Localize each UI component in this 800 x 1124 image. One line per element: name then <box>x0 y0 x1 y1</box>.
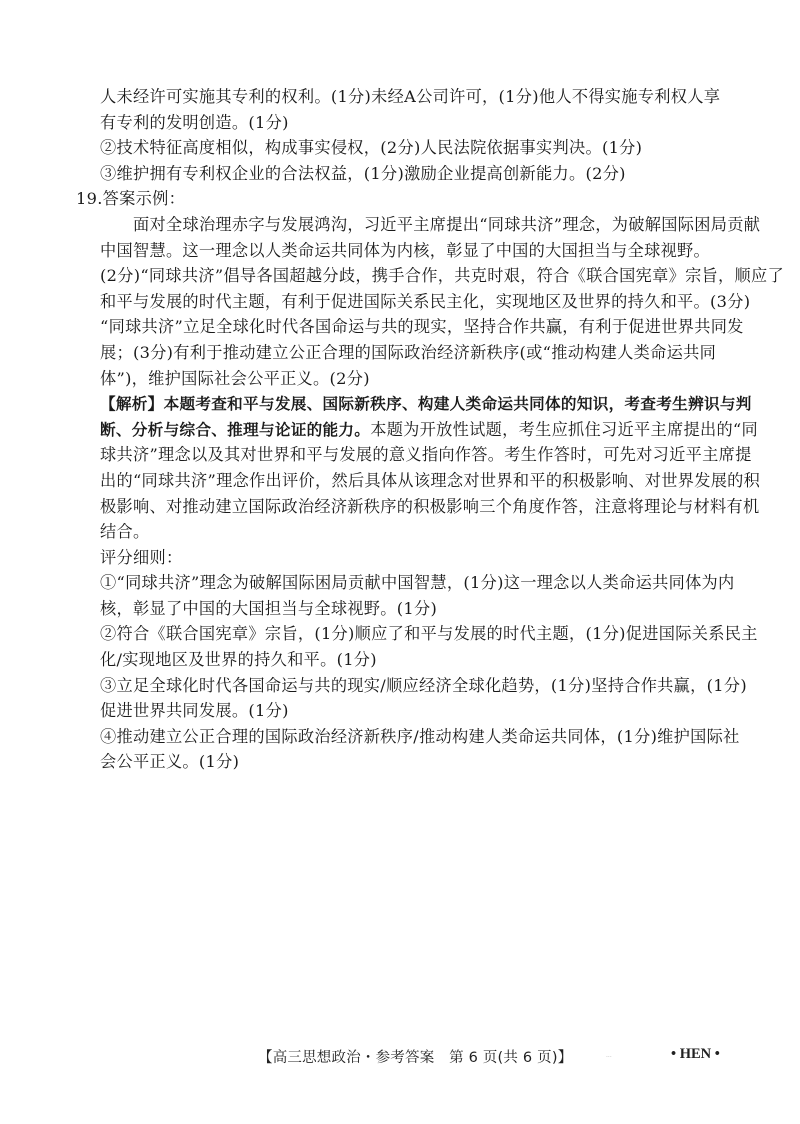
scoring-line: 化/实现地区及世界的持久和平。(1分) <box>100 650 377 670</box>
faint-mark: ... <box>606 1052 612 1059</box>
answer-line: (2分)“同球共济”倡导各国超越分歧，携手合作，共克时艰，符合《联合国宪章》宗旨，顺应了 <box>100 266 784 286</box>
analysis-text: 本题为开放性试题，考生应抓住习近平主席提出的“同 <box>370 419 758 439</box>
scoring-heading: 评分细则： <box>100 547 183 567</box>
analysis-line: 极影响、对推动建立国际政治经济新秩序的积极影响三个角度作答，注意将理论与材料有机 <box>100 496 760 516</box>
analysis-line: 出的“同球共济”理念作出评价，然后具体从该理念对世界和平的积极影响、对世界发展的积 <box>100 470 761 490</box>
scoring-line: 核，彰显了中国的大国担当与全球视野。(1分) <box>100 598 438 618</box>
analysis-line: 结合。 <box>100 522 150 542</box>
scoring-line: ③立足全球化时代各国命运与共的现实/顺应经济全球化趋势，(1分)坚持合作共赢，(1分) <box>100 675 747 695</box>
text-line: 人未经许可实施其专利的权利。(1分)未经A公司许可，(1分)他人不得实施专利权人享 <box>100 87 721 106</box>
answer-line: 体”)，维护国际社会公平正义。(2分) <box>100 368 370 388</box>
text-line: ②技术特征高度相似，构成事实侵权，(2分)人民法院依据事实判决。(1分) <box>100 138 643 158</box>
scoring-line: ①“同球共济”理念为破解国际困局贡献中国智慧，(1分)这一理念以人类命运共同体为内 <box>100 573 735 593</box>
question-19-heading <box>76 186 726 212</box>
answer-line: 面对全球治理赤字与发展鸿沟，习近平主席提出“同球共济”理念，为破解国际困局贡献 <box>133 214 761 234</box>
answer-line: 展；(3分)有利于推动建立公正合理的国际政治经济新秩序(或“推动构建人类命运共同 <box>100 342 717 362</box>
text-line: 有专利的发明创造。(1分) <box>100 112 289 132</box>
scoring-line: ④推动建立公正合理的国际政治经济新秩序/推动构建人类命运共同体，(1分)维护国际社 <box>100 726 740 746</box>
analysis-bold-text: 本题考查和平与发展、国际新秩序、构建人类命运共同体的知识，考查考生辨识与判 <box>163 395 752 414</box>
page-footer-code: • HEN • <box>671 1046 720 1062</box>
page-footer-title: 【高三思想政治・参考答案 第 6 页(共 6 页)】 <box>258 1050 573 1066</box>
question-number: 19. <box>76 189 103 209</box>
answer-line: 中国智慧。这一理念以人类命运共同体为内核，彰显了中国的大国担当与全球视野。 <box>100 240 711 260</box>
page-content <box>76 84 784 775</box>
analysis-line <box>100 417 758 443</box>
text-line: ③维护拥有专利权企业的合法权益，(1分)激励企业提高创新能力。(2分) <box>100 163 626 183</box>
scoring-line: 促进世界共同发展。(1分) <box>100 701 289 721</box>
question-heading: 答案示例： <box>102 189 186 209</box>
scoring-line: 会公平正义。(1分) <box>100 752 240 772</box>
answer-line: “同球共济”立足全球化时代各国命运与共的现实，坚持合作共赢，有利于促进世界共同发 <box>100 317 744 337</box>
answer-line: 和平与发展的时代主题，有利于促进国际关系民主化，实现地区及世界的持久和平。(3分) <box>100 291 751 311</box>
analysis-bold-text: 断、分析与综合、推理与论证的能力。 <box>100 420 371 439</box>
analysis-line: 球共济”理念以及其对世界和平与发展的意义指向作答。考生作答时，可先对习近平主席提 <box>100 445 752 465</box>
analysis-line <box>100 391 752 417</box>
analysis-label: 【解析】 <box>100 395 164 414</box>
scoring-line: ②符合《联合国宪章》宗旨，(1分)顺应了和平与发展的时代主题，(1分)促进国际关系民主 <box>100 624 758 644</box>
